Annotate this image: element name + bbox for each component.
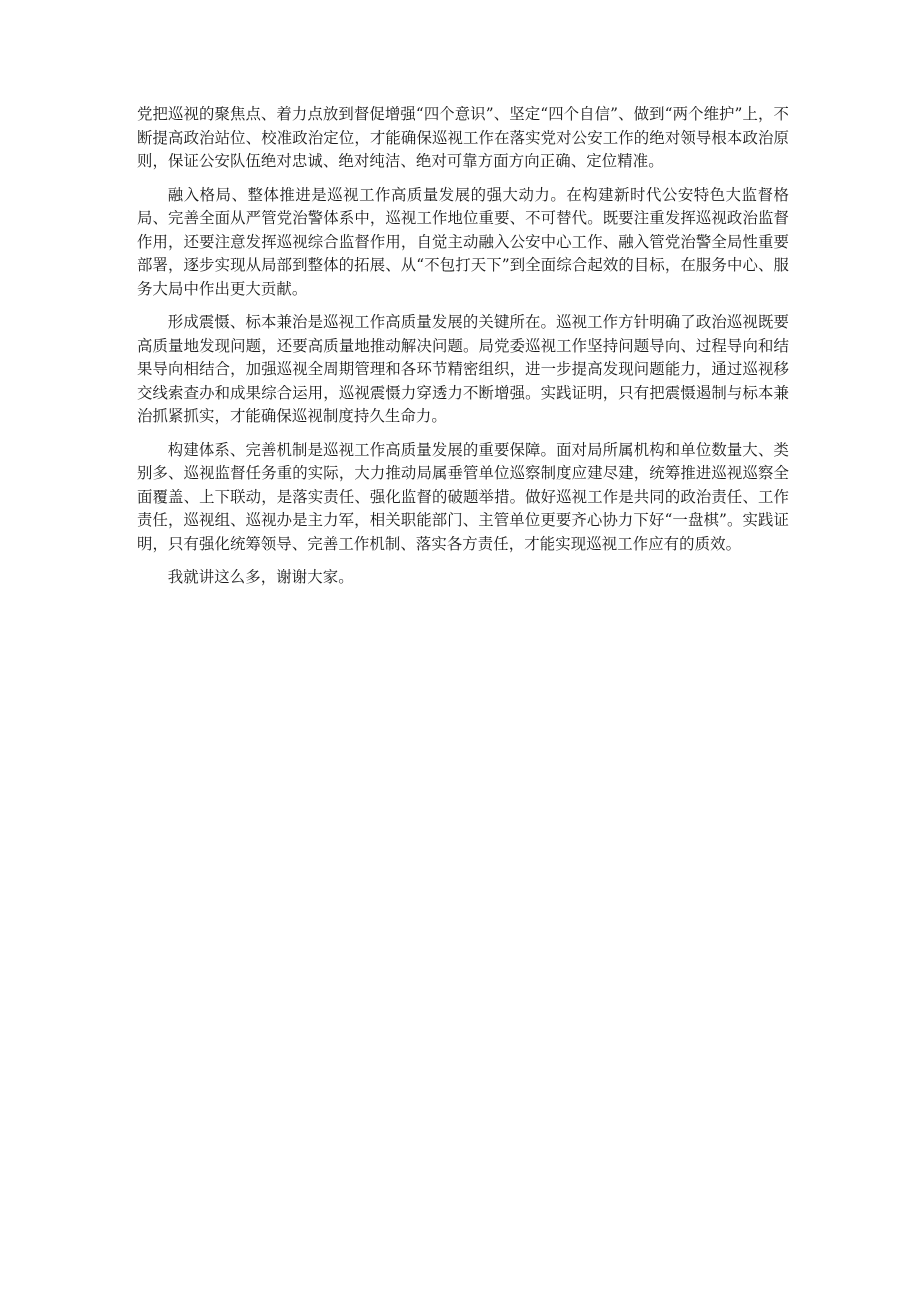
paragraph-1: 党把巡视的聚焦点、着力点放到督促增强“四个意识”、坚定“四个自信”、做到“两个维护”上，不断提高政治站位、校准政治定位，才能确保巡视工作在落实党对公安工作的绝对领导根本政治原则，保证公安队伍绝对忠诚、绝对纯洁、绝对可靠方面方向正确、定位精准。 <box>137 105 789 170</box>
paragraph-closing: 我就讲这么多，谢谢大家。 <box>167 568 354 586</box>
paragraph-4: 构建体系、完善机制是巡视工作高质量发展的重要保障。面对局所属机构和单位数量大、类别多、巡视监督任务重的实际，大力推动局属垂管单位巡察制度应建尽建，统筹推进巡视巡察全面覆盖、上下联动，是落实责任、强化监督的破题举措。做好巡视工作是共同的政治责任、工作责任，巡视组、巡视办是主力军，相关职能部门、主管单位更要齐心协力下好“一盘棋”。实践证明，只有强化统筹领导、完善工作机制、落实各方责任，才能实现巡视工作应有的质效。 <box>137 440 789 553</box>
paragraph-3: 形成震慑、标本兼治是巡视工作高质量发展的关键所在。巡视工作方针明确了政治巡视既要高质量地发现问题，还要高质量地推动解决问题。局党委巡视工作坚持问题导向、过程导向和结果导向相结合，加强巡视全周期管理和各环节精密组织，进一步提高发现问题能力，通过巡视移交线索查办和成果综合运用，巡视震慑力穿透力不断增强。实践证明，只有把震慑遏制与标本兼治抓紧抓实，才能确保巡视制度持久生命力。 <box>137 313 789 425</box>
paragraph-2: 融入格局、整体推进是巡视工作高质量发展的强大动力。在构建新时代公安特色大监督格局、完善全面从严管党治警体系中，巡视工作地位重要、不可替代。既要注重发挥巡视政治监督作用，还要注意发挥巡视综合监督作用，自觉主动融入公安中心工作、融入管党治警全局性重要部署，逐步实现从局部到整体的拓展、从“不包打天下”到全面综合起效的目标，在服务中心、服务大局中作出更大贡献。 <box>137 185 789 298</box>
document-body <box>137 103 789 600</box>
